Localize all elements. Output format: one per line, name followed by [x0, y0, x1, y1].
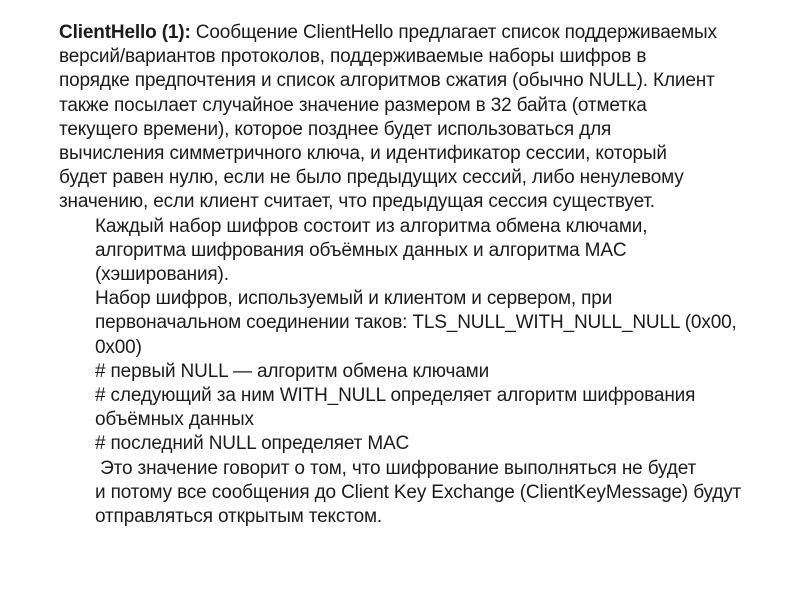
text-line: 0x00): [95, 336, 142, 358]
text-line: Каждый набор шифров состоит из алгоритма обмена ключами,: [95, 215, 648, 237]
text-line: Набор шифров, используемый и клиентом и сервером, при: [95, 288, 613, 310]
text-line: # последний NULL определяет MAC: [95, 433, 410, 455]
text-line: # следующий за ним WITH_NULL определяет алгоритм шифрования: [95, 385, 696, 407]
paragraph-cipher-suites: [59, 215, 760, 530]
text-line: будет равен нулю, если не было предыдущих сессий, либо ненулевому: [59, 167, 684, 189]
text-line: также посылает случайное значение размером в 32 байта (отметка: [59, 94, 647, 116]
text-line: алгоритма шифрования объёмных данных и алгоритма MAC: [95, 239, 627, 261]
text-line: (хэширования).: [95, 264, 229, 286]
text-line-rest: Сообщение ClientHello предлагает список поддерживаемых: [190, 22, 717, 43]
text-line: версий/вариантов протоколов, поддерживаемые наборы шифров в: [59, 46, 647, 68]
text-line: текущего времени), которое позднее будет использоваться для: [59, 118, 612, 140]
text-line: вычисления симметричного ключа, и идентификатор сессии, который: [59, 143, 667, 165]
clienthello-bold-lead: ClientHello (1):: [59, 22, 191, 43]
text-line: [59, 21, 760, 45]
text-line: Это значение говорит о том, что шифрование выполняться не будет: [95, 457, 697, 479]
text-line: значению, если клиент считает, что предыдущая сессия существует.: [59, 191, 655, 213]
text-line: порядке предпочтения и список алгоритмов сжатия (обычно NULL). Клиент: [59, 70, 715, 92]
text-line: и потому все сообщения до Client Key Exchange (ClientKeyMessage) будут: [95, 481, 742, 503]
text-line: # первый NULL — алгоритм обмена ключами: [95, 360, 490, 382]
text-line: объёмных данных: [95, 409, 254, 431]
paragraph-clienthello: [59, 21, 760, 215]
text-line: отправляться открытым текстом.: [95, 506, 383, 528]
text-line: первоначальном соединении таков: TLS_NULL_WITH_NULL_NULL (0x00,: [95, 312, 737, 334]
